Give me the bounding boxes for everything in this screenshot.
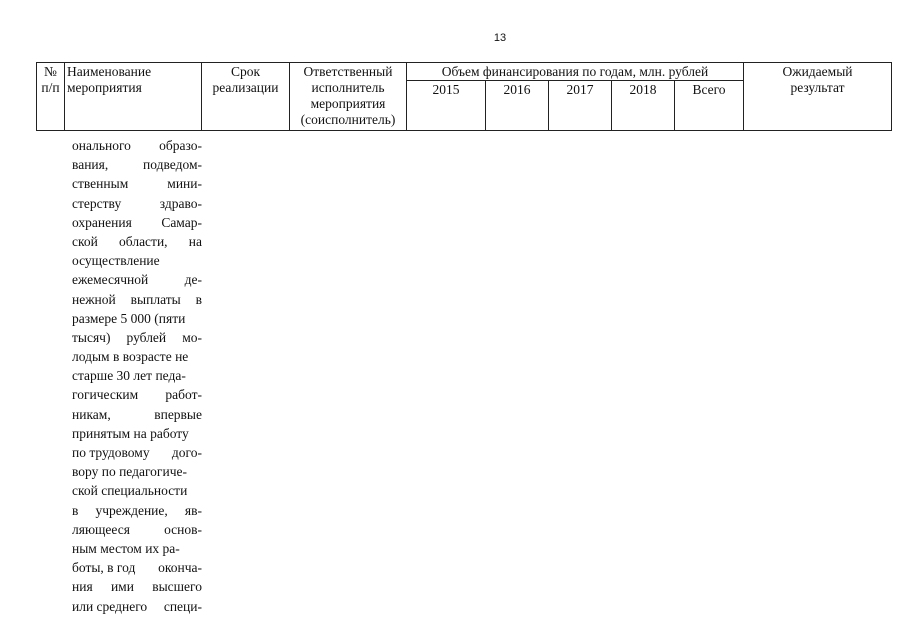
column-header-name	[65, 63, 202, 131]
text-word: области,	[119, 233, 168, 249]
text-line	[72, 232, 202, 251]
text-line	[72, 290, 202, 309]
column-header-responsible-line3: мероприятия	[310, 96, 386, 111]
text-word: в	[72, 502, 79, 518]
text-word: ственным	[72, 176, 129, 192]
text-line	[72, 424, 202, 443]
text-line	[72, 443, 202, 462]
column-header-responsible-line2: исполнитель	[311, 80, 385, 95]
text-word: образо-	[159, 138, 202, 153]
text-word: ным местом их ра-	[72, 540, 180, 556]
column-header-result	[744, 63, 892, 131]
text-line	[72, 462, 202, 481]
text-word: ской	[72, 233, 98, 249]
text-word: вору по педагогиче-	[72, 464, 187, 480]
text-word: Самар-	[161, 214, 202, 230]
text-line	[72, 481, 202, 500]
text-line	[72, 155, 202, 174]
text-word: в	[195, 291, 202, 307]
text-line	[72, 597, 202, 616]
text-word: охранения	[72, 214, 132, 230]
column-header-responsible	[290, 63, 407, 131]
column-header-result-line1: Ожидаемый	[782, 64, 853, 79]
text-line	[72, 309, 202, 328]
text-word: нежной	[72, 291, 116, 307]
text-word: лодым в возрасте не	[72, 349, 189, 365]
text-word: ежемесячной	[72, 272, 149, 288]
column-header-year-2018: 2018	[612, 81, 675, 131]
text-line	[72, 558, 202, 577]
measure-description-text	[72, 136, 202, 616]
text-word: работ-	[165, 387, 202, 403]
text-word: старше 30 лет педа-	[72, 368, 186, 384]
column-header-result-line2: результат	[790, 80, 845, 95]
text-word: высшего	[152, 579, 202, 595]
text-word: тысяч)	[72, 329, 111, 345]
text-line	[72, 520, 202, 539]
text-word: боты, в год	[72, 560, 136, 576]
text-line	[72, 405, 202, 424]
text-word: вания,	[72, 157, 109, 173]
text-word: подведом-	[143, 157, 202, 173]
text-word: ими	[110, 579, 134, 595]
text-word: основ-	[164, 521, 202, 537]
text-line	[72, 213, 202, 232]
column-header-financing: Объем финансирования по годам, млн. рублей	[407, 63, 744, 81]
column-header-year-2017: 2017	[549, 81, 612, 131]
text-word: принятым на работу	[72, 425, 189, 441]
text-line	[72, 366, 202, 385]
column-header-term	[202, 63, 290, 131]
column-header-name-line2: мероприятия	[67, 80, 142, 95]
text-word: размере 5 000 (пяти	[72, 310, 186, 326]
text-line	[72, 347, 202, 366]
text-word: гогическим	[72, 387, 139, 403]
text-word: оконча-	[158, 560, 202, 576]
column-header-year-2016: 2016	[486, 81, 549, 131]
text-word: здраво-	[159, 195, 202, 211]
column-header-number-line2: п/п	[41, 80, 60, 95]
page-number: 13	[493, 32, 507, 44]
text-word: выплаты	[130, 291, 181, 307]
text-word: де-	[184, 272, 202, 288]
text-word: дого-	[171, 445, 202, 460]
text-word: на	[188, 233, 202, 249]
text-word: мини-	[167, 176, 202, 192]
column-header-total: Всего	[675, 81, 744, 131]
text-word: стерству	[72, 195, 122, 211]
text-word: специ-	[163, 598, 202, 614]
column-header-number	[37, 63, 65, 131]
text-word: рублей	[126, 329, 167, 345]
text-word: ния	[72, 579, 93, 595]
column-header-term-line2: реализации	[212, 80, 279, 95]
column-header-responsible-line4: (соисполнитель)	[300, 112, 396, 127]
column-header-term-line1: Срок	[230, 64, 261, 79]
text-line	[72, 194, 202, 213]
text-word: никам,	[72, 406, 111, 422]
text-line	[72, 577, 202, 596]
text-word: онального	[72, 138, 131, 153]
text-line	[72, 136, 202, 155]
text-word: учреждение,	[95, 502, 168, 518]
text-word: впервые	[154, 406, 202, 422]
text-line	[72, 174, 202, 193]
column-header-responsible-line1: Ответственный	[303, 64, 393, 79]
text-line	[72, 539, 202, 558]
column-header-name-line1: Наименование	[67, 64, 152, 79]
program-table-header	[36, 62, 892, 131]
column-header-number-line1: №	[44, 64, 57, 79]
text-line	[72, 328, 202, 347]
text-word: мо-	[182, 329, 202, 345]
text-line	[72, 251, 202, 270]
text-word: или среднего	[72, 598, 148, 614]
column-header-year-2015: 2015	[407, 81, 486, 131]
text-word: осуществление	[72, 253, 160, 269]
text-line	[72, 270, 202, 289]
text-word: по трудовому	[72, 445, 150, 460]
text-line	[72, 501, 202, 520]
text-line	[72, 385, 202, 404]
text-word: яв-	[184, 502, 202, 518]
text-word: ской специальности	[72, 483, 188, 499]
text-word: ляющееся	[72, 521, 130, 537]
